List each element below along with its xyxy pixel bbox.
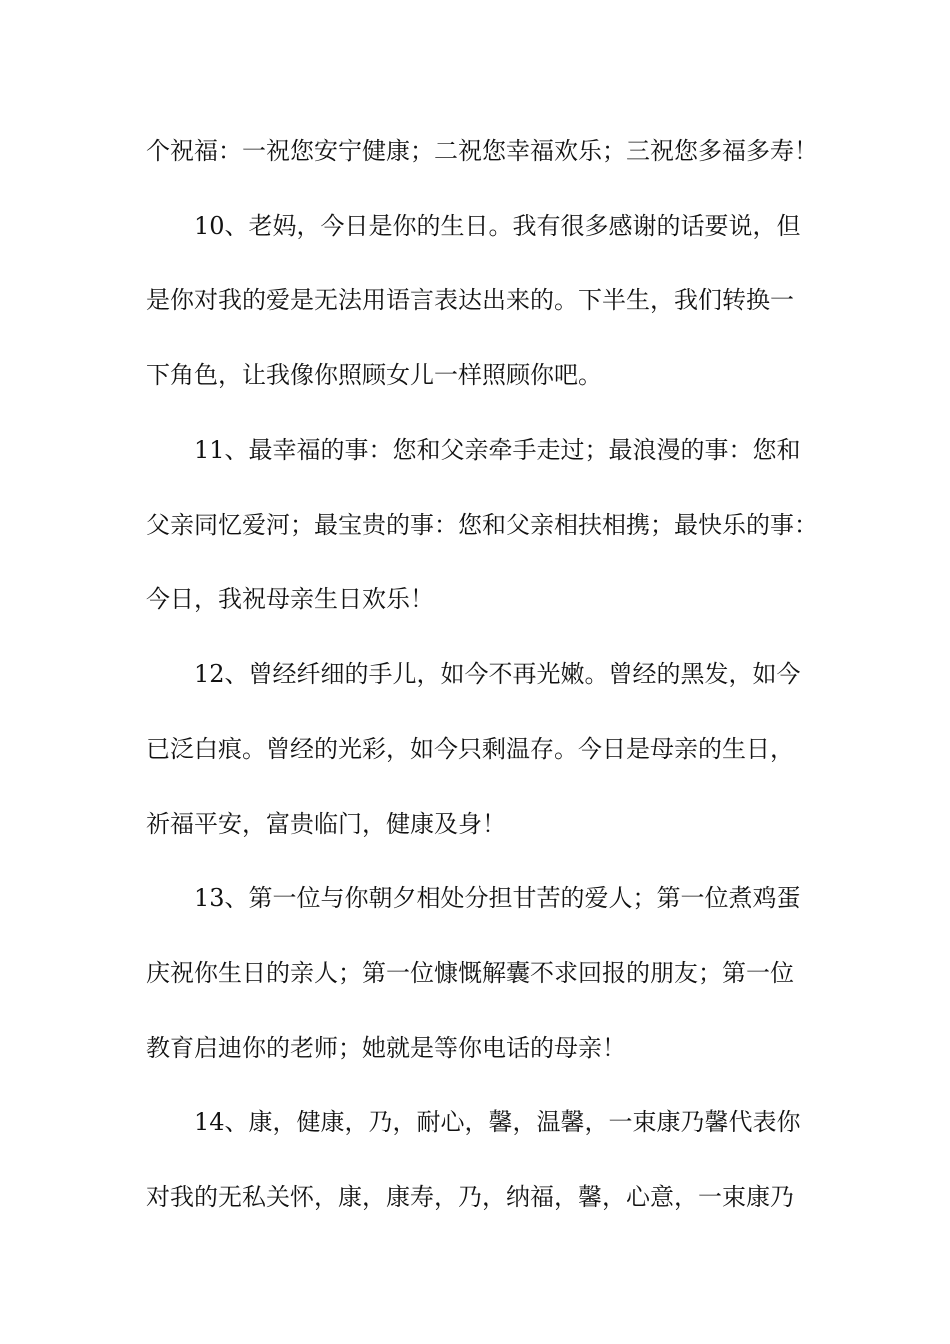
text-line: 今日，我祝母亲生日欢乐！ (146, 585, 434, 613)
paragraph-12-line-1: 12、曾经纤细的手儿，如今不再光嫩。曾经的黑发，如今 (194, 660, 801, 688)
text-line: 下角色，让我像你照顾女儿一样照顾你吧。 (146, 361, 602, 389)
text-line: 对我的无私关怀，康，康寿，乃，纳福，馨，心意，一束康乃 (146, 1183, 794, 1211)
paragraph-10-line-1: 10、老妈，今日是你的生日。我有很多感谢的话要说，但 (194, 212, 801, 240)
paragraph-13-line-1: 13、第一位与你朝夕相处分担甘苦的爱人；第一位煮鸡蛋 (194, 884, 801, 912)
paragraph-14-line-1: 14、康，健康，乃，耐心，馨，温馨，一束康乃馨代表你 (194, 1108, 801, 1136)
text-line: 个祝福：一祝您安宁健康；二祝您幸福欢乐；三祝您多福多寿！ (146, 137, 818, 165)
text-line: 庆祝你生日的亲人；第一位慷慨解囊不求回报的朋友；第一位 (146, 959, 794, 987)
text-line: 祈福平安，富贵临门，健康及身！ (146, 810, 506, 838)
paragraph-11-line-1: 11、最幸福的事：您和父亲牵手走过；最浪漫的事：您和 (194, 436, 801, 464)
text-line: 已泛白痕。曾经的光彩，如今只剩温存。今日是母亲的生日， (146, 735, 794, 763)
text-line: 是你对我的爱是无法用语言表达出来的。下半生，我们转换一 (146, 286, 794, 314)
text-line: 父亲同忆爱河；最宝贵的事：您和父亲相扶相携；最快乐的事： (146, 511, 818, 539)
text-line: 教育启迪你的老师；她就是等你电话的母亲！ (146, 1034, 626, 1062)
